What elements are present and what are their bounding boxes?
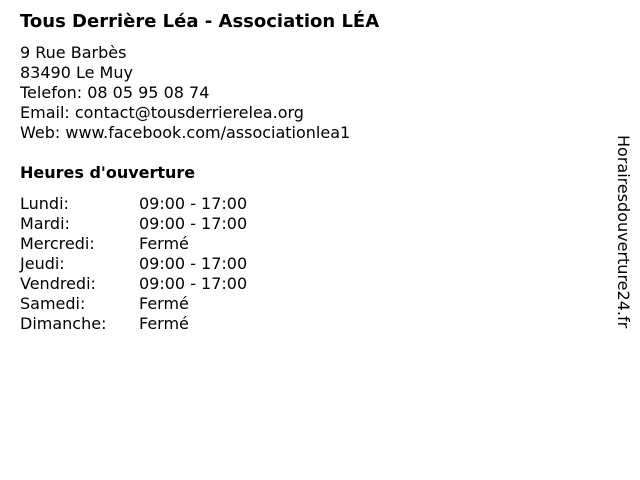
day-label: Vendredi: (20, 274, 96, 293)
street-address: 9 Rue Barbès (20, 43, 127, 62)
hours-heading: Heures d'ouverture (20, 163, 196, 182)
hours-row-sunday (20, 314, 320, 334)
hours-row-tuesday (20, 214, 320, 234)
email-address: Email: contact@tousderrierelea.org (20, 103, 304, 122)
day-label: Mardi: (20, 214, 70, 233)
address-block (20, 43, 350, 143)
hours-row-thursday (20, 254, 320, 274)
time-value: Fermé (139, 294, 189, 313)
hours-row-monday (20, 194, 320, 214)
day-label: Lundi: (20, 194, 69, 213)
phone-number: Telefon: 08 05 95 08 74 (20, 83, 210, 102)
hours-row-friday (20, 274, 320, 294)
day-label: Samedi: (20, 294, 86, 313)
hours-row-saturday (20, 294, 320, 314)
day-label: Dimanche: (20, 314, 107, 333)
time-value: Fermé (139, 234, 189, 253)
time-value: 09:00 - 17:00 (139, 194, 248, 213)
time-value: 09:00 - 17:00 (139, 254, 248, 273)
hours-row-wednesday (20, 234, 320, 254)
watermark-site-name: Horairesdouverture24.fr (614, 135, 633, 329)
day-label: Mercredi: (20, 234, 95, 253)
opening-hours-list (20, 194, 320, 334)
time-value: 09:00 - 17:00 (139, 214, 248, 233)
day-label: Jeudi: (20, 254, 65, 273)
time-value: 09:00 - 17:00 (139, 274, 248, 293)
website-url: Web: www.facebook.com/associationlea1 (20, 123, 351, 142)
page-title: Tous Derrière Léa - Association LÉA (20, 11, 380, 32)
city-postal: 83490 Le Muy (20, 63, 133, 82)
time-value: Fermé (139, 314, 189, 333)
